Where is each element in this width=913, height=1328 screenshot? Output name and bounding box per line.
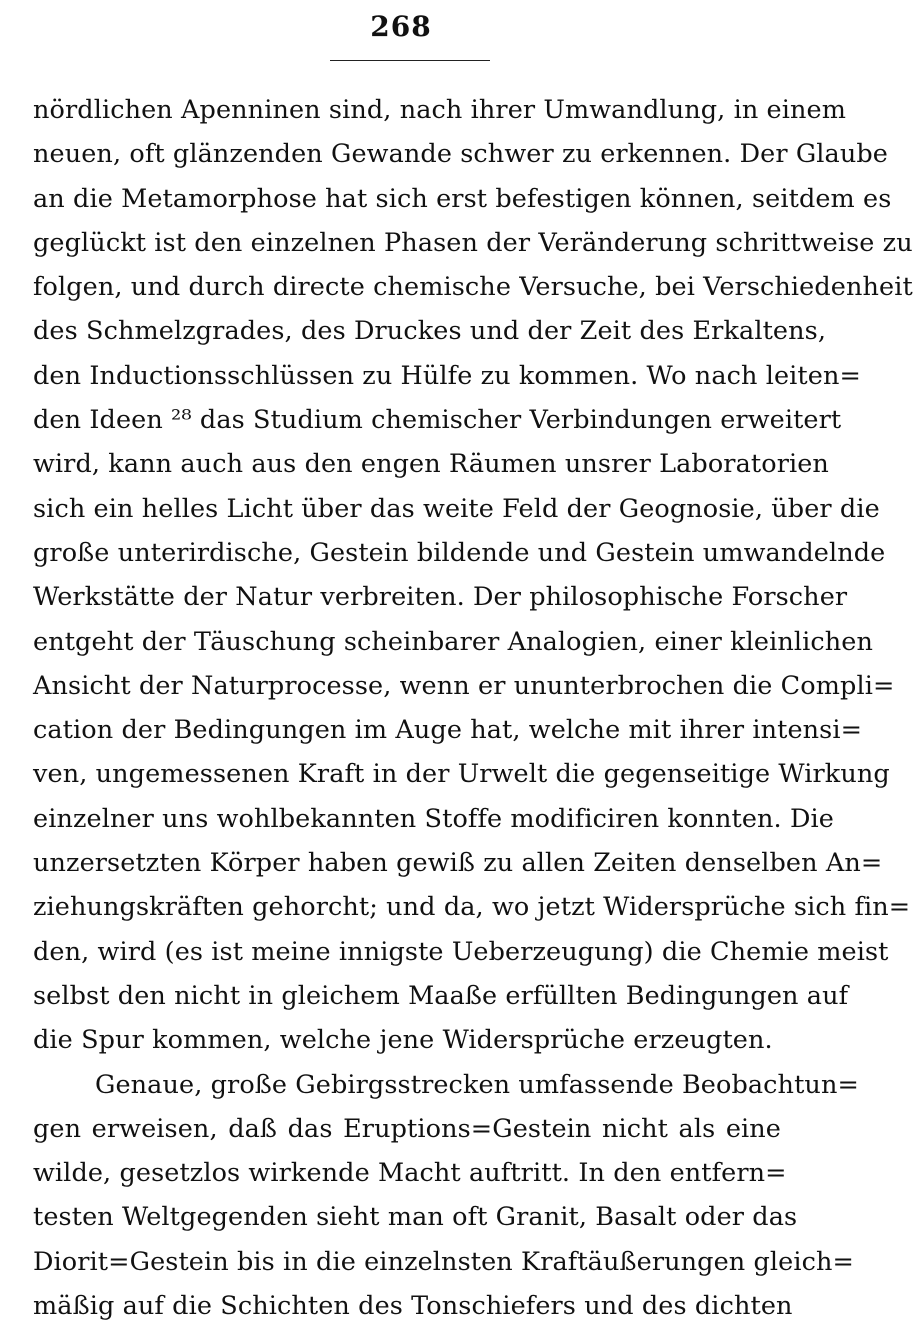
text-line: den Ideen ²⁸ das Studium chemischer Verbindungen erweitert — [33, 405, 842, 436]
paragraph-start-line: Genaue, große Gebirgsstrecken umfassende Beobachtun= — [95, 1069, 859, 1100]
page-number: 268 — [370, 10, 432, 43]
text-line: unzersetzten Körper haben gewiß zu allen Zeiten denselben An= — [33, 848, 883, 879]
body-text — [33, 88, 913, 1328]
text-line: entgeht der Täuschung scheinbarer Analogien, einer kleinlichen — [33, 626, 874, 657]
text-line: folgen, und durch directe chemische Versuche, bei Verschiedenheit — [33, 272, 913, 303]
text-line: einzelner uns wohlbekannten Stoffe modificiren konnten. Die — [33, 803, 834, 834]
header-rule — [330, 60, 490, 61]
text-line: geglückt ist den einzelnen Phasen der Veränderung schrittweise zu — [33, 227, 913, 258]
text-line: Werkstätte der Natur verbreiten. Der philosophische Forscher — [33, 582, 848, 613]
text-line: cation der Bedingungen im Auge hat, welche mit ihrer intensi= — [33, 715, 863, 746]
text-line: wilde, gesetzlos wirkende Macht auftritt. In den entfern= — [33, 1158, 787, 1189]
text-line: Diorit=Gestein bis in die einzelnsten Kraftäußerungen gleich= — [33, 1246, 854, 1277]
text-line: an die Metamorphose hat sich erst befestigen können, seitdem es — [33, 183, 892, 214]
text-line: neuen, oft glänzenden Gewande schwer zu erkennen. Der Glaube — [33, 139, 888, 170]
text-line: den Inductionsschlüssen zu Hülfe zu kommen. Wo nach leiten= — [33, 360, 861, 391]
text-line: testen Weltgegenden sieht man oft Granit, Basalt oder das — [33, 1202, 798, 1233]
text-line: Ansicht der Naturprocesse, wenn er ununterbrochen die Compli= — [33, 670, 895, 701]
text-line: ven, ungemessenen Kraft in der Urwelt die gegenseitige Wirkung — [33, 759, 890, 790]
text-line: wird, kann auch aus den engen Räumen unsrer Laboratorien — [33, 449, 829, 480]
text-line: des Schmelzgrades, des Druckes und der Zeit des Erkaltens, — [33, 316, 827, 347]
text-line: mäßig auf die Schichten des Tonschiefers und des dichten — [33, 1291, 793, 1322]
text-line: nördlichen Apenninen sind, nach ihrer Umwandlung, in einem — [33, 95, 846, 125]
text-line: den, wird (es ist meine innigste Ueberzeugung) die Chemie meist — [33, 936, 889, 967]
text-line: selbst den nicht in gleichem Maaße erfüllten Bedingungen auf — [33, 980, 849, 1011]
paragraph-end-line: die Spur kommen, welche jene Widersprüche erzeugten. — [33, 1025, 773, 1056]
text-line: ziehungskräften gehorcht; und da, wo jetzt Widersprüche sich fin= — [33, 892, 911, 923]
text-line: gen erweisen, daß das Eruptions=Gestein nicht als eine — [33, 1113, 781, 1144]
text-line: sich ein helles Licht über das weite Feld der Geognosie, über die — [33, 493, 880, 524]
text-line: große unterirdische, Gestein bildende und Gestein umwandelnde — [33, 537, 886, 568]
